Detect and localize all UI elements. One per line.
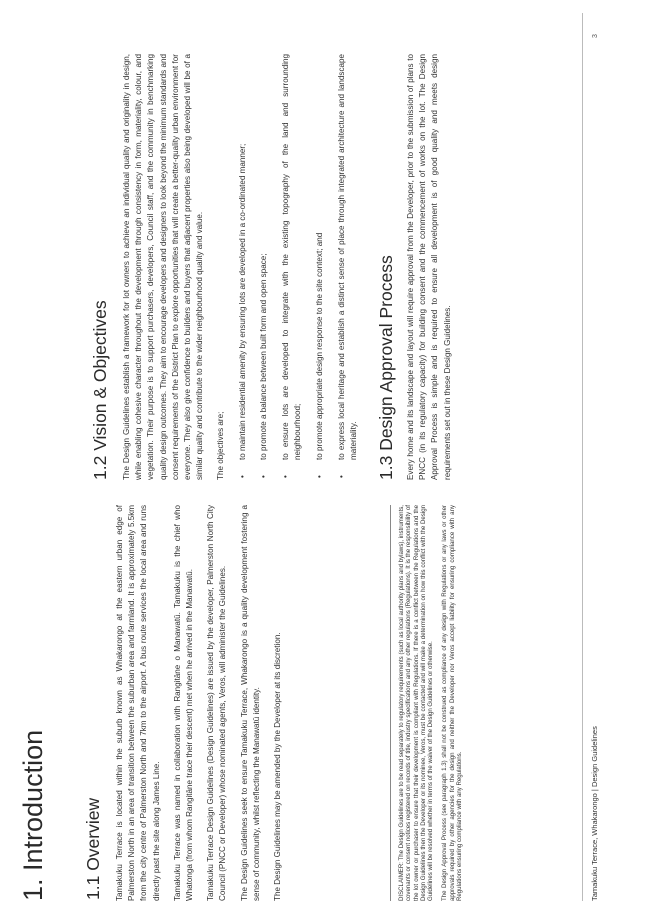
overview-body [114,505,293,901]
vision-intro: The Design Guidelines establish a framework for lot owners to achieve an individual quality and originality in design, while enabling cohesive character throughout the development through consistency in form, materiality, colour, and vegetation. Their purpose is to support purchasers, developers, Council staff, and the community in benchmarking quality design outcomes. They aim to encourage developers and designers to look beyond the minimum standards and consent requirements of the District Plan to explore opportunities that will create a better-quality urban environment for everyone. They also give confidence to builders and buyers that adjacent properties also being developed will be of a similar quality and contribute to the wider neighbourhood quality and value. [122,54,205,480]
page-number: 3 [592,34,599,38]
overview-paragraph: The Design Guidelines seek to ensure Tamakuku Terrace, Whakarongo is a quality development fostering a sense of community, whilst reflecting the Manawatū identity. [239,505,261,901]
overview-paragraph: Tamakuku Terrace was named in collaboration with Rangitāne o Manawatū. Tamakuku is the chief who Whatonga (from whom Rangitāne trace their descent) met when he arrived in the Manawatū. [172,505,195,901]
disclaimer-text: DISCLAIMER: The Design Guidelines are to be read separately to regulatory requirements (such as local authority plans and bylaws), instruments, covenants or consent notices registered on records of title, industry specifications and any other regulations (Regulations). It is the responsibility of the lot owner or purchaser to ensure that their development is compliant with Regulations. If there is a conflict between the Regulations and the Design Guidelines then the Developer or its nominee, Veros, must be contacted and will make a determination on how this conflict with the Design Guidelines will be resolved whether in terms of the waiver of the Design Guidelines or otherwise. [398,505,435,901]
vision-heading: 1.2 Vision & Objectives [90,300,110,480]
list-item: • to promote a balance between built form and open space; [258,54,270,460]
objectives-list [237,54,360,480]
footer-rule [582,13,583,901]
disclaimer-text: The Design Approval Process (see paragraph 1.3) shall not be construed as compliance of any design with Regulations or any laws or other approvals required by other agencies for the design and neither the Developer nor Veros accept liability for ensuring compliance with any Regulations ensuring compliance with any Regulations. [441,505,464,901]
page-title: 1. Introduction [18,729,48,901]
overview-heading: 1.1 Overview [83,797,103,900]
process-body [405,54,463,480]
process-heading: 1.3 Design Approval Process [376,255,396,480]
divider [390,505,391,901]
overview-paragraph: Tamakuku Terrace Design Guidelines (Design Guidelines) are issued by the developer, Palmerston North City Council (PNCC or Developer) whose nominated agents, Veros, will administer the Guidelines. [206,505,228,901]
vision-body [121,54,370,480]
overview-paragraph: The Design Guidelines may be amended by the Developer at its discretion. [273,632,283,901]
objectives-label: The objectives are; [216,411,226,480]
list-item: • to express local heritage and establish a distinct sense of place through integrated architecture and landscape materiality. [336,54,360,460]
list-item: • to maintain residential amenity by ensuring lots are developed in a co-ordinated manner; [237,54,249,460]
list-item: • to ensure lots are developed to integrate with the existing topography of the land and surrounding neighbourhood; [280,54,304,460]
process-text: Every home and its landscape and layout will require approval from the Developer, prior to the submission of plans to PNCC (in its regulatory capacity) for building consent and the commencement of works on the lot. The Design Approval Process is simple and is required to ensure all development is of good quality and meets design requirements set out in these Design Guidelines. [406,54,452,480]
footer: Tamakuku Terrace, Whakarongo | Design Guidelines [590,726,599,901]
disclaimer-block [398,505,470,901]
list-item: • to promote appropriate design response to the site context; and [314,54,326,460]
overview-paragraph: Tamakuku Terrace is located within the suburb known as Whakarongo at the eastern urban edge of Palmerston North in an area of transition between the suburban area and farmland. It is approximately 5.5km from the city centre of Palmerston North and 7km to the airport. A bus route services the local area and runs directly past the site along James Line. [115,505,161,901]
